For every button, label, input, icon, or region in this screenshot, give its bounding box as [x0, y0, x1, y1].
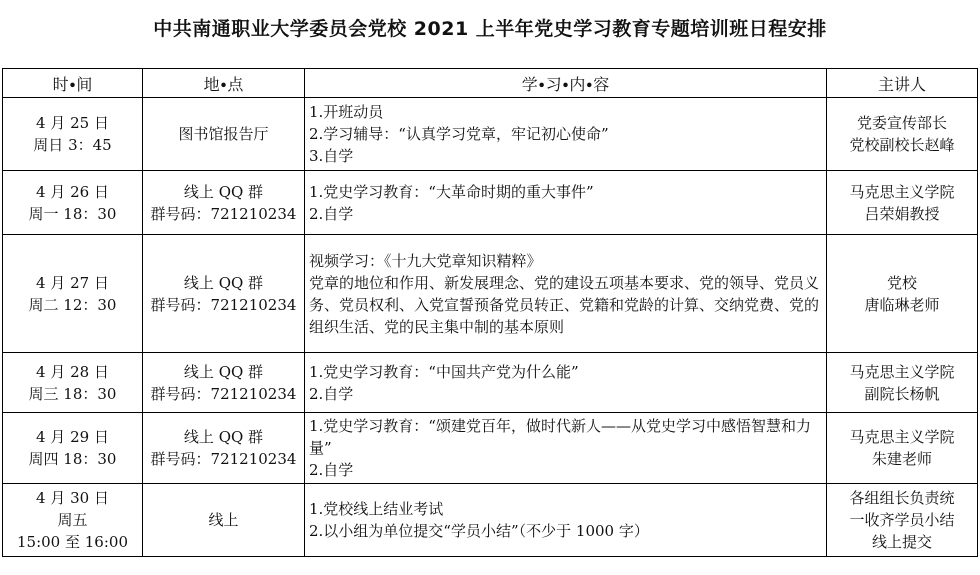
content-line: 1.党史学习教育：“中国共产党为什么能”: [309, 362, 579, 381]
place-text: 线上 QQ 群: [183, 273, 264, 292]
content-line: 2.自学: [309, 461, 354, 479]
speaker-cell: [827, 98, 978, 171]
time-cell: [3, 235, 143, 353]
content-line: 2.以小组为单位提交“学员小结”（不少于 1000 字）: [309, 522, 649, 540]
speaker-cell: [827, 353, 978, 413]
speaker-cell: [827, 413, 978, 484]
place-cell: [143, 98, 305, 171]
content-line: 1.党史学习教育：“大革命时期的重大事件”: [309, 182, 594, 201]
time-cell: [3, 98, 143, 171]
speaker-line: 各组组长负责统: [849, 489, 955, 507]
content-cell: [305, 413, 827, 484]
content-line: 2.自学: [309, 204, 354, 223]
time-cell: [3, 353, 143, 413]
date-text: 4 月 26 日: [36, 182, 109, 201]
speaker-line: 马克思主义学院: [849, 428, 955, 446]
speaker-line: 朱建老师: [871, 450, 932, 468]
weekday-time-text: 周日 3：45: [33, 136, 112, 154]
place-text: 线上 QQ 群: [183, 362, 264, 381]
table-row: [3, 235, 978, 353]
group-number-text: 群号码：721210234: [150, 450, 297, 468]
time-cell: [3, 484, 143, 557]
header-content: 学∙习∙内∙容: [305, 69, 827, 98]
place-cell: [143, 171, 305, 235]
content-cell: [305, 235, 827, 353]
place-cell: [143, 353, 305, 413]
speaker-line: 党校: [886, 273, 917, 292]
speaker-cell: [827, 235, 978, 353]
content-line: 3.自学: [309, 147, 354, 165]
content-cell: [305, 171, 827, 235]
table-row: [3, 171, 978, 235]
schedule-table: [2, 68, 978, 557]
speaker-line: 线上提交: [871, 533, 932, 551]
speaker-cell: [827, 484, 978, 557]
content-line: 2.学习辅导：“认真学习党章，牢记初心使命”: [309, 125, 609, 143]
content-cell: [305, 353, 827, 413]
header-place: 地∙点: [143, 69, 305, 98]
group-number-text: 群号码：721210234: [150, 204, 297, 223]
date-text: 4 月 25 日: [36, 114, 109, 132]
place-text: 线上 QQ 群: [183, 182, 264, 201]
header-speaker: 主讲人: [827, 69, 978, 98]
date-text: 4 月 27 日: [36, 273, 109, 292]
time-range-text: 15:00 至 16:00: [17, 533, 128, 551]
date-text: 4 月 30 日: [36, 489, 109, 507]
content-body: 党章的地位和作用、新发展理念、党的建设五项基本要求、党的领导、党员义务、党员权利、入党宣誓预备党员转正、党籍和党龄的计算、交纳党费、党的组织生活、党的民主集中制的基本原则: [309, 273, 820, 336]
content-cell: [305, 484, 827, 557]
group-number-text: 群号码：721210234: [150, 384, 297, 403]
weekday-time-text: 周二 12：30: [28, 295, 117, 314]
table-row: [3, 98, 978, 171]
table-row: [3, 484, 978, 557]
speaker-line: 党委宣传部长: [856, 114, 947, 132]
speaker-line: 唐临琳老师: [864, 295, 940, 314]
speaker-line: 一收齐学员小结: [849, 511, 955, 529]
content-title: 视频学习：《十九大党章知识精粹》: [309, 251, 542, 270]
weekday-text: 周五: [57, 511, 88, 529]
content-line: 1.党史学习教育：“颂建党百年，做时代新人——从党史学习中感悟智慧和力量”: [309, 417, 811, 457]
speaker-line: 吕荣娟教授: [864, 204, 940, 223]
date-text: 4 月 29 日: [36, 428, 109, 446]
content-line: 2.自学: [309, 384, 354, 403]
place-cell: [143, 413, 305, 484]
page-title: 中共南通职业大学委员会党校 2021 上半年党史学习教育专题培训班日程安排: [153, 18, 827, 40]
group-number-text: 群号码：721210234: [150, 295, 297, 314]
place-cell: [143, 484, 305, 557]
speaker-line: 党校副校长赵峰: [849, 136, 955, 154]
table-header-row: [3, 69, 978, 98]
speaker-line: 马克思主义学院: [849, 362, 955, 381]
weekday-time-text: 周一 18：30: [28, 204, 117, 223]
table-row: [3, 413, 978, 484]
weekday-time-text: 周三 18：30: [28, 384, 117, 403]
speaker-line: 副院长杨帆: [864, 384, 940, 403]
time-cell: [3, 171, 143, 235]
place-cell: [143, 235, 305, 353]
content-line: 1.党校线上结业考试: [309, 500, 444, 518]
table-row: [3, 353, 978, 413]
place-text: 线上: [208, 511, 239, 529]
content-line: 1.开班动员: [309, 103, 384, 121]
time-cell: [3, 413, 143, 484]
weekday-time-text: 周四 18：30: [28, 450, 117, 468]
place-text: 图书馆报告厅: [178, 125, 269, 143]
header-time: 时∙间: [3, 69, 143, 98]
speaker-line: 马克思主义学院: [849, 182, 955, 201]
content-cell: [305, 98, 827, 171]
place-text: 线上 QQ 群: [183, 428, 264, 446]
date-text: 4 月 28 日: [36, 362, 109, 381]
speaker-cell: [827, 171, 978, 235]
